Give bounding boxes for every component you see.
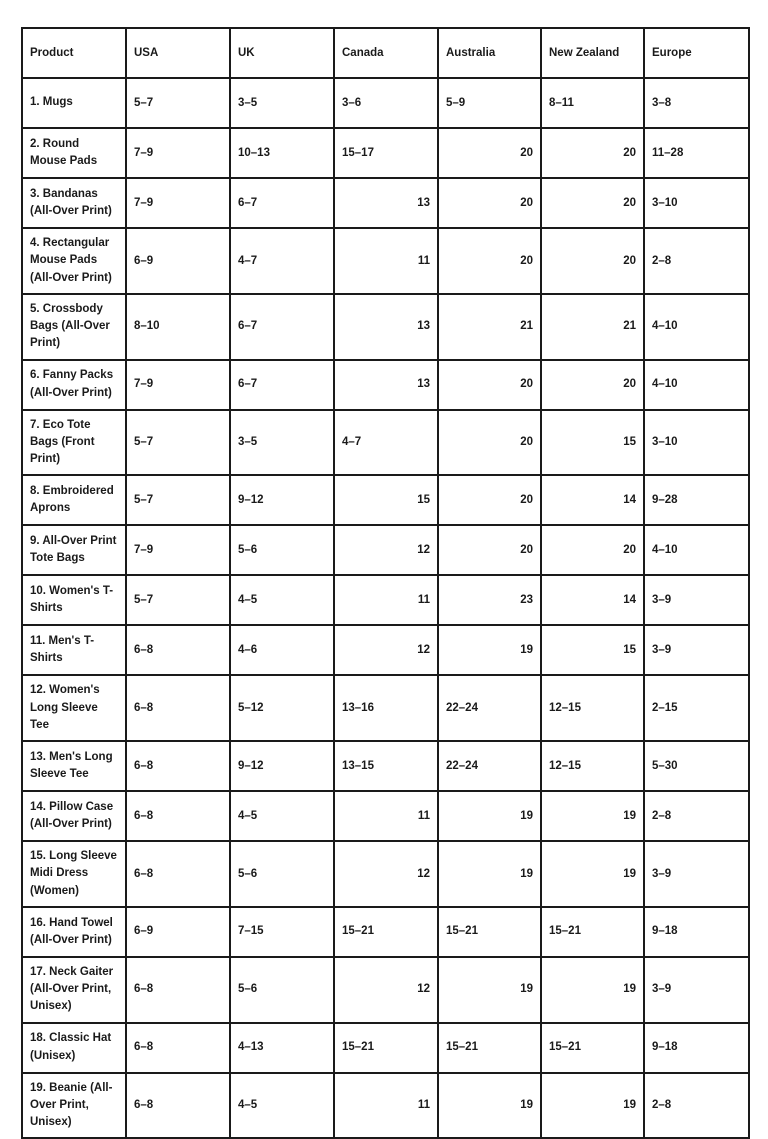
cell-uk: 6–7	[230, 178, 334, 228]
cell-new_zealand: 21	[541, 294, 644, 360]
table-row	[22, 625, 749, 675]
table-row	[22, 178, 749, 228]
cell-new_zealand: 12–15	[541, 741, 644, 791]
cell-canada: 12	[334, 625, 438, 675]
cell-australia: 19	[438, 625, 541, 675]
cell-uk: 4–6	[230, 625, 334, 675]
cell-uk: 9–12	[230, 475, 334, 525]
cell-canada: 11	[334, 791, 438, 841]
cell-europe: 2–8	[644, 228, 749, 294]
cell-usa: 8–10	[126, 294, 230, 360]
cell-europe: 9–18	[644, 907, 749, 957]
table-row	[22, 907, 749, 957]
cell-uk: 4–13	[230, 1023, 334, 1073]
cell-uk: 3–5	[230, 78, 334, 128]
product-name-cell: 13. Men's Long Sleeve Tee	[22, 741, 126, 791]
cell-canada: 15–21	[334, 1023, 438, 1073]
cell-usa: 6–8	[126, 675, 230, 741]
cell-usa: 5–7	[126, 475, 230, 525]
cell-uk: 4–5	[230, 575, 334, 625]
cell-usa: 6–8	[126, 841, 230, 907]
table-row	[22, 410, 749, 476]
cell-usa: 6–8	[126, 791, 230, 841]
product-name-cell: 8. Embroidered Aprons	[22, 475, 126, 525]
table-row	[22, 475, 749, 525]
cell-canada: 13	[334, 178, 438, 228]
cell-new_zealand: 15	[541, 410, 644, 476]
cell-uk: 5–6	[230, 957, 334, 1023]
cell-uk: 6–7	[230, 360, 334, 410]
table-header	[22, 28, 749, 78]
cell-new_zealand: 19	[541, 791, 644, 841]
cell-uk: 4–5	[230, 1073, 334, 1139]
cell-australia: 23	[438, 575, 541, 625]
cell-new_zealand: 14	[541, 575, 644, 625]
product-name-cell: 16. Hand Towel (All-Over Print)	[22, 907, 126, 957]
column-header-new_zealand: New Zealand	[541, 28, 644, 78]
cell-europe: 2–8	[644, 791, 749, 841]
cell-australia: 19	[438, 841, 541, 907]
table-row	[22, 675, 749, 741]
cell-uk: 4–7	[230, 228, 334, 294]
table-row	[22, 294, 749, 360]
cell-australia: 19	[438, 791, 541, 841]
product-name-cell: 7. Eco Tote Bags (Front Print)	[22, 410, 126, 476]
cell-australia: 22–24	[438, 675, 541, 741]
cell-usa: 7–9	[126, 360, 230, 410]
cell-new_zealand: 19	[541, 1073, 644, 1139]
product-name-cell: 10. Women's T-Shirts	[22, 575, 126, 625]
cell-usa: 6–8	[126, 1023, 230, 1073]
table-row	[22, 228, 749, 294]
cell-europe: 5–30	[644, 741, 749, 791]
cell-europe: 3–8	[644, 78, 749, 128]
cell-australia: 20	[438, 360, 541, 410]
table-row	[22, 525, 749, 575]
cell-new_zealand: 20	[541, 360, 644, 410]
cell-usa: 6–8	[126, 957, 230, 1023]
table-row	[22, 841, 749, 907]
cell-usa: 7–9	[126, 525, 230, 575]
cell-europe: 9–28	[644, 475, 749, 525]
cell-new_zealand: 20	[541, 525, 644, 575]
cell-australia: 20	[438, 228, 541, 294]
cell-canada: 12	[334, 525, 438, 575]
cell-europe: 2–15	[644, 675, 749, 741]
product-name-cell: 3. Bandanas (All-Over Print)	[22, 178, 126, 228]
cell-australia: 20	[438, 475, 541, 525]
column-header-usa: USA	[126, 28, 230, 78]
product-name-cell: 12. Women's Long Sleeve Tee	[22, 675, 126, 741]
cell-usa: 7–9	[126, 128, 230, 178]
cell-canada: 3–6	[334, 78, 438, 128]
cell-europe: 3–9	[644, 841, 749, 907]
cell-canada: 11	[334, 1073, 438, 1139]
column-header-europe: Europe	[644, 28, 749, 78]
cell-new_zealand: 19	[541, 957, 644, 1023]
product-name-cell: 17. Neck Gaiter (All-Over Print, Unisex)	[22, 957, 126, 1023]
product-name-cell: 5. Crossbody Bags (All-Over Print)	[22, 294, 126, 360]
product-name-cell: 18. Classic Hat (Unisex)	[22, 1023, 126, 1073]
cell-usa: 6–8	[126, 741, 230, 791]
cell-new_zealand: 20	[541, 128, 644, 178]
cell-usa: 6–9	[126, 907, 230, 957]
cell-europe: 3–9	[644, 625, 749, 675]
product-name-cell: 6. Fanny Packs (All-Over Print)	[22, 360, 126, 410]
product-name-cell: 19. Beanie (All-Over Print, Unisex)	[22, 1073, 126, 1139]
cell-europe: 4–10	[644, 294, 749, 360]
cell-australia: 20	[438, 525, 541, 575]
cell-uk: 3–5	[230, 410, 334, 476]
cell-uk: 5–12	[230, 675, 334, 741]
cell-australia: 20	[438, 410, 541, 476]
cell-canada: 11	[334, 575, 438, 625]
cell-australia: 20	[438, 128, 541, 178]
cell-australia: 20	[438, 178, 541, 228]
cell-canada: 13	[334, 294, 438, 360]
cell-usa: 5–7	[126, 410, 230, 476]
cell-canada: 12	[334, 957, 438, 1023]
cell-europe: 3–9	[644, 575, 749, 625]
cell-europe: 11–28	[644, 128, 749, 178]
cell-usa: 5–7	[126, 78, 230, 128]
cell-europe: 9–18	[644, 1023, 749, 1073]
column-header-australia: Australia	[438, 28, 541, 78]
cell-australia: 22–24	[438, 741, 541, 791]
table-row	[22, 128, 749, 178]
cell-canada: 4–7	[334, 410, 438, 476]
cell-new_zealand: 20	[541, 178, 644, 228]
shipping-times-table	[21, 27, 750, 1139]
cell-canada: 15–21	[334, 907, 438, 957]
table-row	[22, 791, 749, 841]
table-row	[22, 741, 749, 791]
column-header-canada: Canada	[334, 28, 438, 78]
cell-new_zealand: 19	[541, 841, 644, 907]
cell-australia: 21	[438, 294, 541, 360]
column-header-uk: UK	[230, 28, 334, 78]
cell-europe: 3–9	[644, 957, 749, 1023]
table-body	[22, 78, 749, 1138]
product-name-cell: 1. Mugs	[22, 78, 126, 128]
cell-uk: 5–6	[230, 841, 334, 907]
cell-uk: 4–5	[230, 791, 334, 841]
cell-canada: 13–16	[334, 675, 438, 741]
column-header-product: Product	[22, 28, 126, 78]
cell-australia: 5–9	[438, 78, 541, 128]
cell-europe: 3–10	[644, 178, 749, 228]
product-name-cell: 11. Men's T-Shirts	[22, 625, 126, 675]
cell-new_zealand: 14	[541, 475, 644, 525]
cell-usa: 5–7	[126, 575, 230, 625]
table-row	[22, 575, 749, 625]
cell-new_zealand: 15–21	[541, 1023, 644, 1073]
cell-usa: 7–9	[126, 178, 230, 228]
cell-new_zealand: 12–15	[541, 675, 644, 741]
cell-canada: 13	[334, 360, 438, 410]
product-name-cell: 2. Round Mouse Pads	[22, 128, 126, 178]
cell-uk: 9–12	[230, 741, 334, 791]
cell-uk: 10–13	[230, 128, 334, 178]
cell-usa: 6–8	[126, 1073, 230, 1139]
cell-europe: 2–8	[644, 1073, 749, 1139]
cell-canada: 11	[334, 228, 438, 294]
cell-uk: 6–7	[230, 294, 334, 360]
product-name-cell: 14. Pillow Case (All-Over Print)	[22, 791, 126, 841]
product-name-cell: 4. Rectangular Mouse Pads (All-Over Print)	[22, 228, 126, 294]
cell-uk: 7–15	[230, 907, 334, 957]
cell-usa: 6–8	[126, 625, 230, 675]
product-name-cell: 9. All-Over Print Tote Bags	[22, 525, 126, 575]
cell-australia: 19	[438, 957, 541, 1023]
cell-canada: 13–15	[334, 741, 438, 791]
cell-europe: 3–10	[644, 410, 749, 476]
table-header-row	[22, 28, 749, 78]
cell-europe: 4–10	[644, 525, 749, 575]
cell-new_zealand: 15	[541, 625, 644, 675]
cell-new_zealand: 15–21	[541, 907, 644, 957]
cell-canada: 12	[334, 841, 438, 907]
table-row	[22, 360, 749, 410]
cell-australia: 15–21	[438, 1023, 541, 1073]
table-row	[22, 1023, 749, 1073]
table-row	[22, 1073, 749, 1139]
table-row	[22, 78, 749, 128]
cell-canada: 15	[334, 475, 438, 525]
cell-australia: 15–21	[438, 907, 541, 957]
cell-europe: 4–10	[644, 360, 749, 410]
product-name-cell: 15. Long Sleeve Midi Dress (Women)	[22, 841, 126, 907]
cell-usa: 6–9	[126, 228, 230, 294]
cell-australia: 19	[438, 1073, 541, 1139]
cell-new_zealand: 20	[541, 228, 644, 294]
cell-new_zealand: 8–11	[541, 78, 644, 128]
table-row	[22, 957, 749, 1023]
cell-canada: 15–17	[334, 128, 438, 178]
cell-uk: 5–6	[230, 525, 334, 575]
